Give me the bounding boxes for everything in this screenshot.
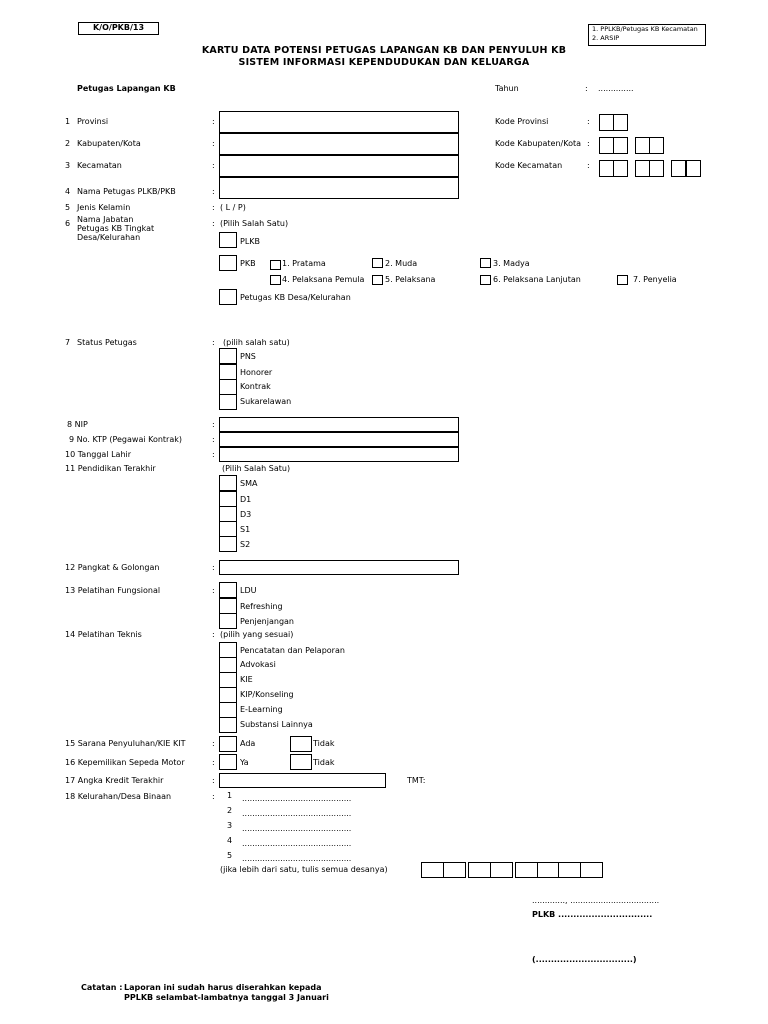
jabatan-desa-checkbox[interactable]	[219, 289, 237, 305]
kode-kabupaten-label: Kode Kabupaten/Kota	[495, 139, 582, 148]
binaan-note: (jika lebih dari satu, tulis semua desanya)	[220, 865, 388, 874]
f8-colon: :	[212, 420, 215, 429]
edu-s2-label: S2	[240, 540, 251, 549]
f14-hint: (pilih yang sesuai)	[220, 630, 294, 639]
kode-provinsi-box-1[interactable]	[599, 114, 614, 131]
edu-sma-label: SMA	[240, 479, 258, 488]
fungsional-ldu-label: LDU	[240, 586, 257, 595]
f6-label-line-1: Nama Jabatan	[77, 215, 134, 224]
fungsional-ldu-checkbox[interactable]	[219, 582, 237, 598]
fungsional-penjenjangan-checkbox[interactable]	[219, 613, 237, 629]
binaan-line-2[interactable]: ...........................................	[242, 809, 352, 818]
fungsional-refreshing-label: Refreshing	[240, 602, 283, 611]
kode-provinsi-colon: :	[587, 117, 590, 126]
jabatan-pkb-label: PKB	[240, 259, 256, 268]
desa-code-box-7[interactable]	[558, 862, 581, 878]
binaan-num-5: 5	[227, 851, 233, 860]
teknis-advokasi-checkbox[interactable]	[219, 657, 237, 673]
ktp-field[interactable]	[219, 432, 459, 447]
f4-label: Nama Petugas PLKB/PKB	[77, 187, 176, 196]
binaan-line-4[interactable]: ...........................................	[242, 839, 352, 848]
f4-colon: :	[212, 187, 215, 196]
f4-num: 4	[65, 187, 71, 196]
status-honorer-label: Honorer	[240, 368, 273, 377]
f12-colon: :	[212, 563, 215, 572]
kode-kabupaten-colon: :	[587, 139, 590, 148]
kode-kecamatan-box-3[interactable]	[635, 160, 650, 177]
f6-hint: (Pilih Salah Satu)	[220, 219, 289, 228]
jabatan-pemula-label: 4. Pelaksana Pemula	[282, 275, 365, 284]
f6-label-line-3: Desa/Kelurahan	[77, 233, 141, 242]
f5-label: Jenis Kelamin	[77, 203, 131, 212]
teknis-substansi-checkbox[interactable]	[219, 717, 237, 733]
desa-code-box-6[interactable]	[537, 862, 559, 878]
f1-label: Provinsi	[77, 117, 109, 126]
f7-hint: (pilih salah satu)	[223, 338, 290, 347]
jabatan-desa-label: Petugas KB Desa/Kelurahan	[240, 293, 351, 302]
f6-num: 6	[65, 219, 71, 228]
desa-code-box-8[interactable]	[580, 862, 603, 878]
teknis-kip-checkbox[interactable]	[219, 687, 237, 703]
f18-label: 18 Kelurahan/Desa Binaan	[65, 792, 172, 801]
nip-field[interactable]	[219, 417, 459, 432]
f7-colon: :	[212, 338, 215, 347]
fungsional-refreshing-checkbox[interactable]	[219, 598, 237, 614]
edu-sma-checkbox[interactable]	[219, 475, 237, 491]
f3-num: 3	[65, 161, 71, 170]
jabatan-penyelia-checkbox[interactable]	[617, 275, 628, 285]
signature-name[interactable]: (................................)	[532, 955, 637, 964]
tahun-label: Tahun	[495, 84, 519, 93]
f17-colon: :	[212, 776, 215, 785]
note-label: Catatan :	[81, 983, 123, 992]
note-line-2: PPLKB selambat-lambatnya tanggal 3 Januari	[124, 993, 329, 1002]
kode-kabupaten-box-4[interactable]	[649, 137, 664, 154]
kabupaten-field[interactable]	[219, 133, 459, 155]
angka-kredit-field[interactable]	[219, 773, 386, 788]
jabatan-penyelia-label: 7. Penyelia	[633, 275, 677, 284]
desa-code-box-1[interactable]	[421, 862, 444, 878]
status-kontrak-checkbox[interactable]	[219, 379, 237, 395]
f7-label: Status Petugas	[77, 338, 137, 347]
f9-colon: :	[212, 435, 215, 444]
binaan-num-4: 4	[227, 836, 233, 845]
kode-kabupaten-box-1[interactable]	[599, 137, 614, 154]
f2-colon: :	[212, 139, 215, 148]
status-pns-checkbox[interactable]	[219, 348, 237, 364]
kode-kecamatan-colon: :	[587, 161, 590, 170]
f3-label: Kecamatan	[77, 161, 122, 170]
form-title-line-2: SISTEM INFORMASI KEPENDUDUKAN DAN KELUARGA	[238, 57, 530, 68]
tmt-label: TMT:	[407, 776, 426, 785]
status-sukarelawan-checkbox[interactable]	[219, 394, 237, 410]
f8-label: 8 NIP	[67, 420, 88, 429]
teknis-elearning-checkbox[interactable]	[219, 702, 237, 718]
teknis-kie-label: KIE	[240, 675, 253, 684]
edu-d1-checkbox[interactable]	[219, 491, 237, 507]
motor-tidak-label: Tidak	[313, 758, 335, 767]
binaan-num-2: 2	[227, 806, 233, 815]
desa-code-box-3[interactable]	[468, 862, 491, 878]
edu-s1-label: S1	[240, 525, 251, 534]
sarana-tidak-label: Tidak	[313, 739, 335, 748]
motor-tidak-checkbox[interactable]	[290, 754, 312, 770]
tanggal-lahir-field[interactable]	[219, 447, 459, 462]
teknis-substansi-label: Substansi Lainnya	[240, 720, 313, 729]
f2-label: Kabupaten/Kota	[77, 139, 141, 148]
pangkat-field[interactable]	[219, 560, 459, 575]
binaan-num-1: 1	[227, 791, 233, 800]
tahun-colon: :	[585, 84, 588, 93]
f7-num: 7	[65, 338, 71, 347]
status-sukarelawan-label: Sukarelawan	[240, 397, 292, 406]
f10-label: 10 Tanggal Lahir	[65, 450, 132, 459]
teknis-pencatatan-label: Pencatatan dan Pelaporan	[240, 646, 345, 655]
desa-code-box-5[interactable]	[515, 862, 538, 878]
jabatan-lanjutan-label: 6. Pelaksana Lanjutan	[493, 275, 581, 284]
edu-s2-checkbox[interactable]	[219, 536, 237, 552]
sarana-ada-label: Ada	[240, 739, 256, 748]
jabatan-plkb-label: PLKB	[240, 237, 261, 246]
f18-colon: :	[212, 792, 215, 801]
tahun-value[interactable]: ..............	[598, 84, 634, 93]
f2-num: 2	[65, 139, 71, 148]
jabatan-pratama-checkbox[interactable]	[270, 260, 281, 270]
jenis-kelamin-value[interactable]: ( L / P)	[220, 203, 246, 212]
distribution-line-2: 2. ARSIP	[592, 34, 620, 42]
sarana-tidak-checkbox[interactable]	[290, 736, 312, 752]
f13-colon: :	[212, 586, 215, 595]
status-kontrak-label: Kontrak	[240, 382, 271, 391]
kode-provinsi-box-2[interactable]	[613, 114, 628, 131]
teknis-kie-checkbox[interactable]	[219, 672, 237, 688]
form-title-line-1: KARTU DATA POTENSI PETUGAS LAPANGAN KB DAN PENYULUH KB	[201, 45, 567, 56]
binaan-num-3: 3	[227, 821, 233, 830]
distribution-line-1: 1. PPLKB/Petugas KB Kecamatan	[592, 25, 698, 33]
jabatan-lanjutan-checkbox[interactable]	[480, 275, 491, 285]
f6-colon: :	[212, 219, 215, 228]
f14-label: 14 Pelatihan Teknis	[65, 630, 142, 639]
jabatan-plkb-checkbox[interactable]	[219, 232, 237, 248]
signature-plkb[interactable]: PLKB ...............................	[532, 910, 653, 919]
kode-kecamatan-box-1[interactable]	[599, 160, 614, 177]
kode-kecamatan-box-5[interactable]	[671, 160, 686, 177]
note-line-1: Laporan ini sudah harus diserahkan kepada	[124, 983, 322, 992]
jabatan-pratama-label: 1. Pratama	[282, 259, 326, 268]
kode-kecamatan-box-4[interactable]	[649, 160, 664, 177]
f5-colon: :	[212, 203, 215, 212]
kode-kabupaten-box-3[interactable]	[635, 137, 650, 154]
f1-num: 1	[65, 117, 71, 126]
provinsi-field[interactable]	[219, 111, 459, 133]
form-code: K/O/PKB/13	[92, 23, 145, 32]
jabatan-muda-checkbox[interactable]	[372, 258, 383, 268]
edu-d3-label: D3	[240, 510, 252, 519]
kode-kecamatan-box-6[interactable]	[686, 160, 701, 177]
form-subtitle: Petugas Lapangan KB	[77, 84, 176, 93]
jabatan-madya-checkbox[interactable]	[480, 258, 491, 268]
f1-colon: :	[212, 117, 215, 126]
f6-label-line-2: Petugas KB Tingkat	[77, 224, 155, 233]
jabatan-pemula-checkbox[interactable]	[270, 275, 281, 285]
kode-kecamatan-box-2[interactable]	[613, 160, 628, 177]
f16-colon: :	[212, 758, 215, 767]
f3-colon: :	[212, 161, 215, 170]
teknis-advokasi-label: Advokasi	[240, 660, 276, 669]
kode-kecamatan-label: Kode Kecamatan	[495, 161, 563, 170]
f10-colon: :	[212, 450, 215, 459]
f16-label: 16 Kepemilikan Sepeda Motor	[65, 758, 185, 767]
edu-d1-label: D1	[240, 495, 252, 504]
binaan-line-1[interactable]: ...........................................	[242, 794, 352, 803]
desa-code-box-2[interactable]	[443, 862, 466, 878]
f11-label: 11 Pendidikan Terakhir	[65, 464, 156, 473]
edu-s1-checkbox[interactable]	[219, 521, 237, 537]
edu-d3-checkbox[interactable]	[219, 506, 237, 522]
desa-code-box-4[interactable]	[490, 862, 513, 878]
teknis-pencatatan-checkbox[interactable]	[219, 642, 237, 658]
kode-kabupaten-box-2[interactable]	[613, 137, 628, 154]
jabatan-madya-label: 3. Madya	[493, 259, 530, 268]
f13-label: 13 Pelatihan Fungsional	[65, 586, 161, 595]
signature-place-date[interactable]: ............., ...................................	[532, 896, 660, 905]
f14-colon: :	[212, 630, 215, 639]
jabatan-muda-label: 2. Muda	[385, 259, 418, 268]
f11-hint: (Pilih Salah Satu)	[222, 464, 291, 473]
f5-num: 5	[65, 203, 71, 212]
sarana-ada-checkbox[interactable]	[219, 736, 237, 752]
motor-ya-checkbox[interactable]	[219, 754, 237, 770]
f15-label: 15 Sarana Penyuluhan/KIE KIT	[65, 739, 186, 748]
jabatan-pelaksana-label: 5. Pelaksana	[385, 275, 436, 284]
teknis-kip-label: KIP/Konseling	[240, 690, 294, 699]
jabatan-pkb-checkbox[interactable]	[219, 255, 237, 271]
motor-ya-label: Ya	[240, 758, 249, 767]
jabatan-pelaksana-checkbox[interactable]	[372, 275, 383, 285]
status-pns-label: PNS	[240, 352, 256, 361]
binaan-line-3[interactable]: ...........................................	[242, 824, 352, 833]
binaan-line-5[interactable]: ...........................................	[242, 854, 352, 863]
f17-label: 17 Angka Kredit Terakhir	[65, 776, 164, 785]
kode-provinsi-label: Kode Provinsi	[495, 117, 549, 126]
f9-label: 9 No. KTP (Pegawai Kontrak)	[69, 435, 183, 444]
teknis-elearning-label: E-Learning	[240, 705, 283, 714]
fungsional-penjenjangan-label: Penjenjangan	[240, 617, 294, 626]
nama-petugas-field[interactable]	[219, 177, 459, 199]
kecamatan-field[interactable]	[219, 155, 459, 177]
status-honorer-checkbox[interactable]	[219, 364, 237, 380]
f12-label: 12 Pangkat & Golongan	[65, 563, 160, 572]
f15-colon: :	[212, 739, 215, 748]
